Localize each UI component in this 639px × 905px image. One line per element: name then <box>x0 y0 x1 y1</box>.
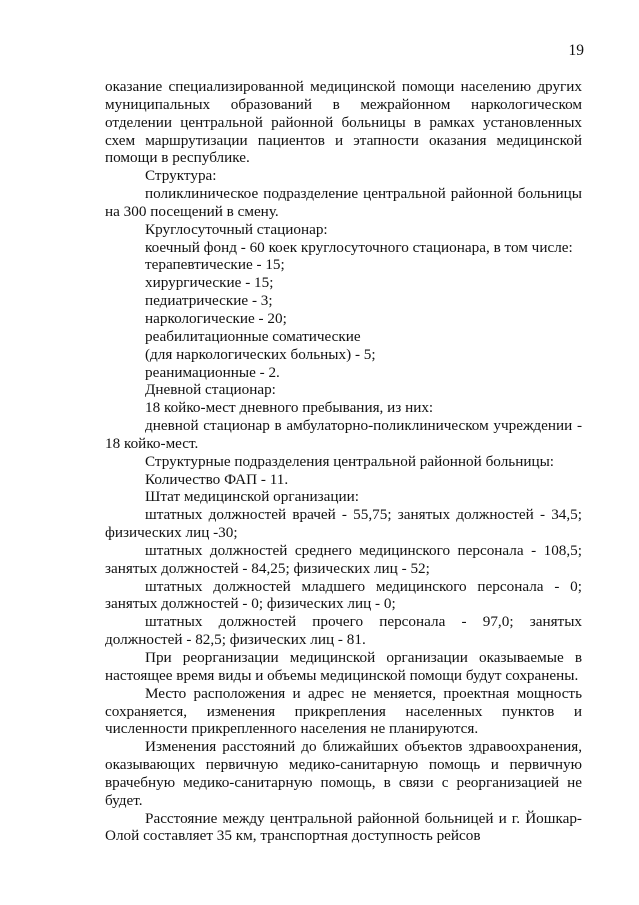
paragraph: Круглосуточный стационар: <box>145 220 328 238</box>
paragraph: При реорганизации медицинской организации оказываемые в настоящее время виды и объемы медицинской помощи будут сохранены. <box>105 649 582 684</box>
paragraph: Расстояние между центральной районной больницей и г. Йошкар-Олой составляет 35 км, транспортная доступность рейсов <box>105 809 582 845</box>
paragraph: оказание специализированной медицинской помощи населению других муниципальных образований в межрайонном наркологическом отделении центральной районной больницы в рамках установленных схем маршрутизации пациентов и этапности оказания медицинской помощи в республике. <box>105 78 582 167</box>
paragraph: штатных должностей прочего персонала - 97,0; занятых должностей - 82,5; физических лиц - 81. <box>105 613 582 649</box>
paragraph: коечный фонд - 60 коек круглосуточного стационара, в том числе: <box>145 238 573 256</box>
paragraph: Количество ФАП - 11. <box>145 470 289 488</box>
paragraph: Структура: <box>145 167 217 185</box>
paragraph: 18 койко-мест дневного пребывания, из них: <box>145 399 434 417</box>
page-number: 19 <box>568 42 584 59</box>
paragraph: Дневной стационар: <box>145 381 276 399</box>
paragraph: Изменения расстояний до ближайших объектов здравоохранения, оказывающих первичную медико-санитарную помощь и первичную врачебную медико-санитарную помощь, в связи с реорганизацией не будет. <box>105 738 582 809</box>
list-item: (для наркологических больных) - 5; <box>145 345 376 363</box>
list-item: терапевтические - 15; <box>145 256 285 274</box>
list-item: реанимационные - 2. <box>145 363 280 381</box>
paragraph: дневной стационар в амбулаторно-поликлиническом учреждении - 18 койко-мест. <box>105 417 582 452</box>
document-body <box>105 78 582 845</box>
paragraph: поликлиническое подразделение центральной районной больницы на 300 посещений в смену. <box>105 185 582 220</box>
paragraph: штатных должностей младшего медицинского персонала - 0; занятых должностей - 0; физических лиц - 0; <box>105 577 582 613</box>
paragraph: Штат медицинской организации: <box>145 488 359 506</box>
paragraph: штатных должностей врачей - 55,75; занятых должностей - 34,5; физических лиц -30; <box>105 506 582 542</box>
list-item: реабилитационные соматические <box>145 327 361 345</box>
paragraph: штатных должностей среднего медицинского персонала - 108,5; занятых должностей - 84,25; физических лиц - 52; <box>105 541 582 577</box>
paragraph: Место расположения и адрес не меняется, проектная мощность сохраняется, изменения прикрепления населенных пунктов и численности прикрепленного населения не планируются. <box>105 684 582 738</box>
paragraph: Структурные подразделения центральной районной больницы: <box>145 452 555 470</box>
list-item: педиатрические - 3; <box>145 292 273 310</box>
list-item: хирургические - 15; <box>145 274 274 292</box>
list-item: наркологические - 20; <box>145 309 287 327</box>
